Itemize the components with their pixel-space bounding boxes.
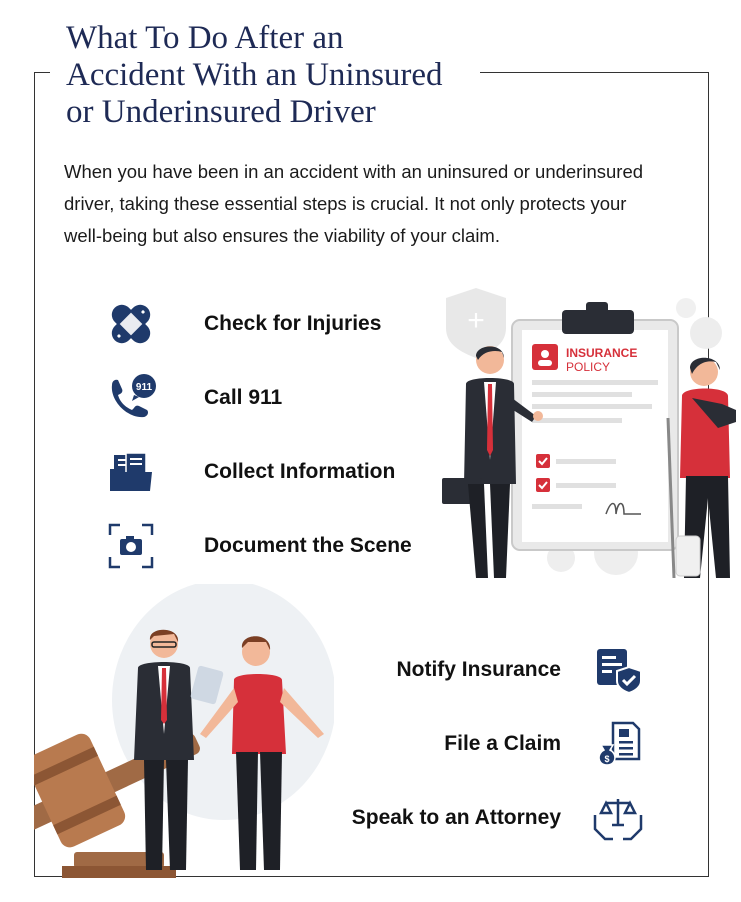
page-title [66,20,486,131]
step-collect-information [104,444,396,500]
step-label: Check for Injuries [204,312,382,335]
step-label: Notify Insurance [396,658,561,681]
policy-title: INSURANCE [566,346,638,360]
policy-subtitle: POLICY [566,360,611,374]
insurance-policy-illustration [436,278,736,588]
bandage-icon [104,297,158,351]
step-call-911 [104,370,283,426]
phone-badge-text: 911 [135,382,153,393]
step-file-claim [300,716,645,772]
step-label: Document the Scene [204,534,412,557]
legal-scales-icon [591,791,645,845]
folder-icon [104,445,158,499]
title-line: Accident With an Uninsured [66,57,443,93]
insurance-shield-icon [591,643,645,697]
step-notify-insurance [300,642,645,698]
step-label: Speak to an Attorney [351,806,561,829]
camera-icon [104,519,158,573]
step-label: Collect Information [204,460,396,483]
claim-document-icon [591,717,645,771]
svg-text:$: $ [604,754,610,764]
step-label: File a Claim [444,732,561,755]
step-label: Call 911 [204,386,283,409]
intro-paragraph: When you have been in an accident with an uninsured or underinsured driver, taking these essential steps is crucial. It not only protects your well-being but also ensures the viability of your claim. [64,161,644,246]
phone-911-icon [104,371,158,425]
svg-text:+: + [467,304,485,337]
title-line: or Underinsured Driver [66,94,376,130]
step-check-injuries [104,296,382,352]
title-line: What To Do After an [66,20,344,56]
attorney-illustration [34,584,334,878]
step-document-scene [104,518,412,574]
step-speak-attorney [300,790,645,846]
